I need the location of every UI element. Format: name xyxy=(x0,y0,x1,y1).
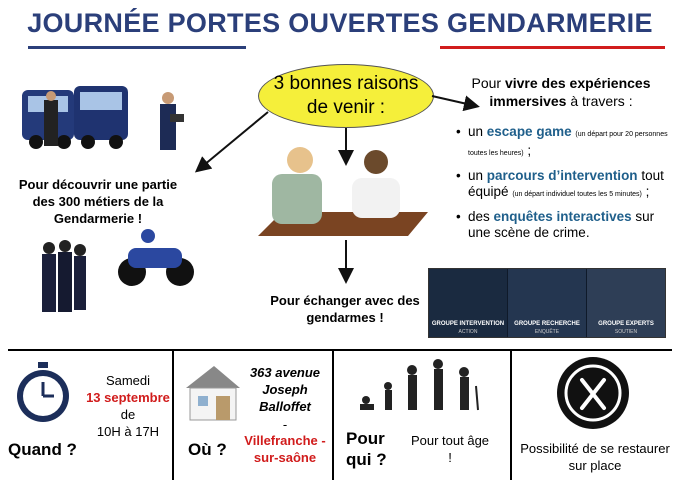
when-details xyxy=(86,372,170,440)
ellipse-line2: de venir : xyxy=(306,97,386,118)
bullet-note: (un départ pour 20 personnes toutes les heures) xyxy=(468,131,668,157)
ages-icon xyxy=(354,356,484,414)
divider-3 xyxy=(510,351,512,480)
bullet-prefix: un xyxy=(468,124,487,139)
when-question: Quand ? xyxy=(8,440,77,459)
cutlery-icon xyxy=(556,356,630,430)
where-question: Où ? xyxy=(188,440,227,459)
right-reason-intro xyxy=(456,74,666,110)
title-part1: JOURNÉE PORTES OUVERTES xyxy=(27,8,447,38)
right-intro-suffix: à travers : xyxy=(566,93,633,109)
left-reason-text: Pour découvrir une partie des 300 métiers de la Gendarmerie ! xyxy=(18,177,178,226)
vans-illustration xyxy=(14,70,194,170)
bullet-note: (un départ individuel toutes les 5 minutes) xyxy=(512,191,642,198)
divider-horizontal xyxy=(8,349,672,351)
divider-1 xyxy=(172,351,174,480)
who-answer: Pour tout âge ! xyxy=(410,433,490,465)
who-question: Pour qui ? xyxy=(346,429,387,469)
group-sublabel-2: ENQUÊTE xyxy=(534,329,560,335)
ellipse-line1: 3 bonnes raisons xyxy=(273,73,419,94)
list-item xyxy=(456,209,670,241)
stopwatch-icon xyxy=(12,360,74,424)
where-dash: - xyxy=(282,417,288,432)
experience-list xyxy=(456,124,670,247)
when-de: de xyxy=(120,407,136,422)
group-sublabel-3: SOUTIEN xyxy=(614,329,638,335)
list-item xyxy=(456,168,670,203)
house-icon xyxy=(178,360,242,422)
bullet-highlight: parcours d’intervention xyxy=(486,168,638,183)
right-intro-bold: vivre des expériences immersives xyxy=(489,75,651,109)
bullet-post: sur une scène de crime. xyxy=(468,209,655,240)
food-text: Possibilité de se restaurer sur place xyxy=(520,441,670,473)
group-label-2: GROUPE RECHERCHE xyxy=(514,321,580,327)
when-day: Samedi xyxy=(105,373,151,388)
bullet-post: tout équipé xyxy=(468,168,664,199)
groups-photo-strip xyxy=(428,268,666,338)
bullet-tail: ; xyxy=(523,143,532,158)
intervention-illustration xyxy=(36,226,196,326)
right-intro-prefix: Pour xyxy=(471,75,505,91)
bullet-tail: ; xyxy=(641,184,650,199)
bullet-highlight: escape game xyxy=(486,124,572,139)
where-city: Villefranche -sur-saône xyxy=(244,433,326,465)
title-part2: GENDARMERIE xyxy=(446,8,653,38)
discussion-photo xyxy=(258,140,428,240)
group-sublabel-1: ACTION xyxy=(458,329,478,335)
when-hours: 10H à 17H xyxy=(96,424,160,439)
where-address: 363 avenue Joseph Balloffet xyxy=(249,365,321,414)
list-item xyxy=(456,124,670,162)
group-label-3: GROUPE EXPERTS xyxy=(598,321,654,327)
group-label-1: GROUPE INTERVENTION xyxy=(431,321,505,327)
center-reason-text: Pour échanger avec des gendarmes ! xyxy=(270,293,420,325)
bullet-prefix: des xyxy=(468,209,494,224)
bullet-prefix: un xyxy=(468,168,487,183)
when-date: 13 septembre xyxy=(86,390,170,405)
bullet-highlight: enquêtes interactives xyxy=(493,209,632,224)
divider-2 xyxy=(332,351,334,480)
